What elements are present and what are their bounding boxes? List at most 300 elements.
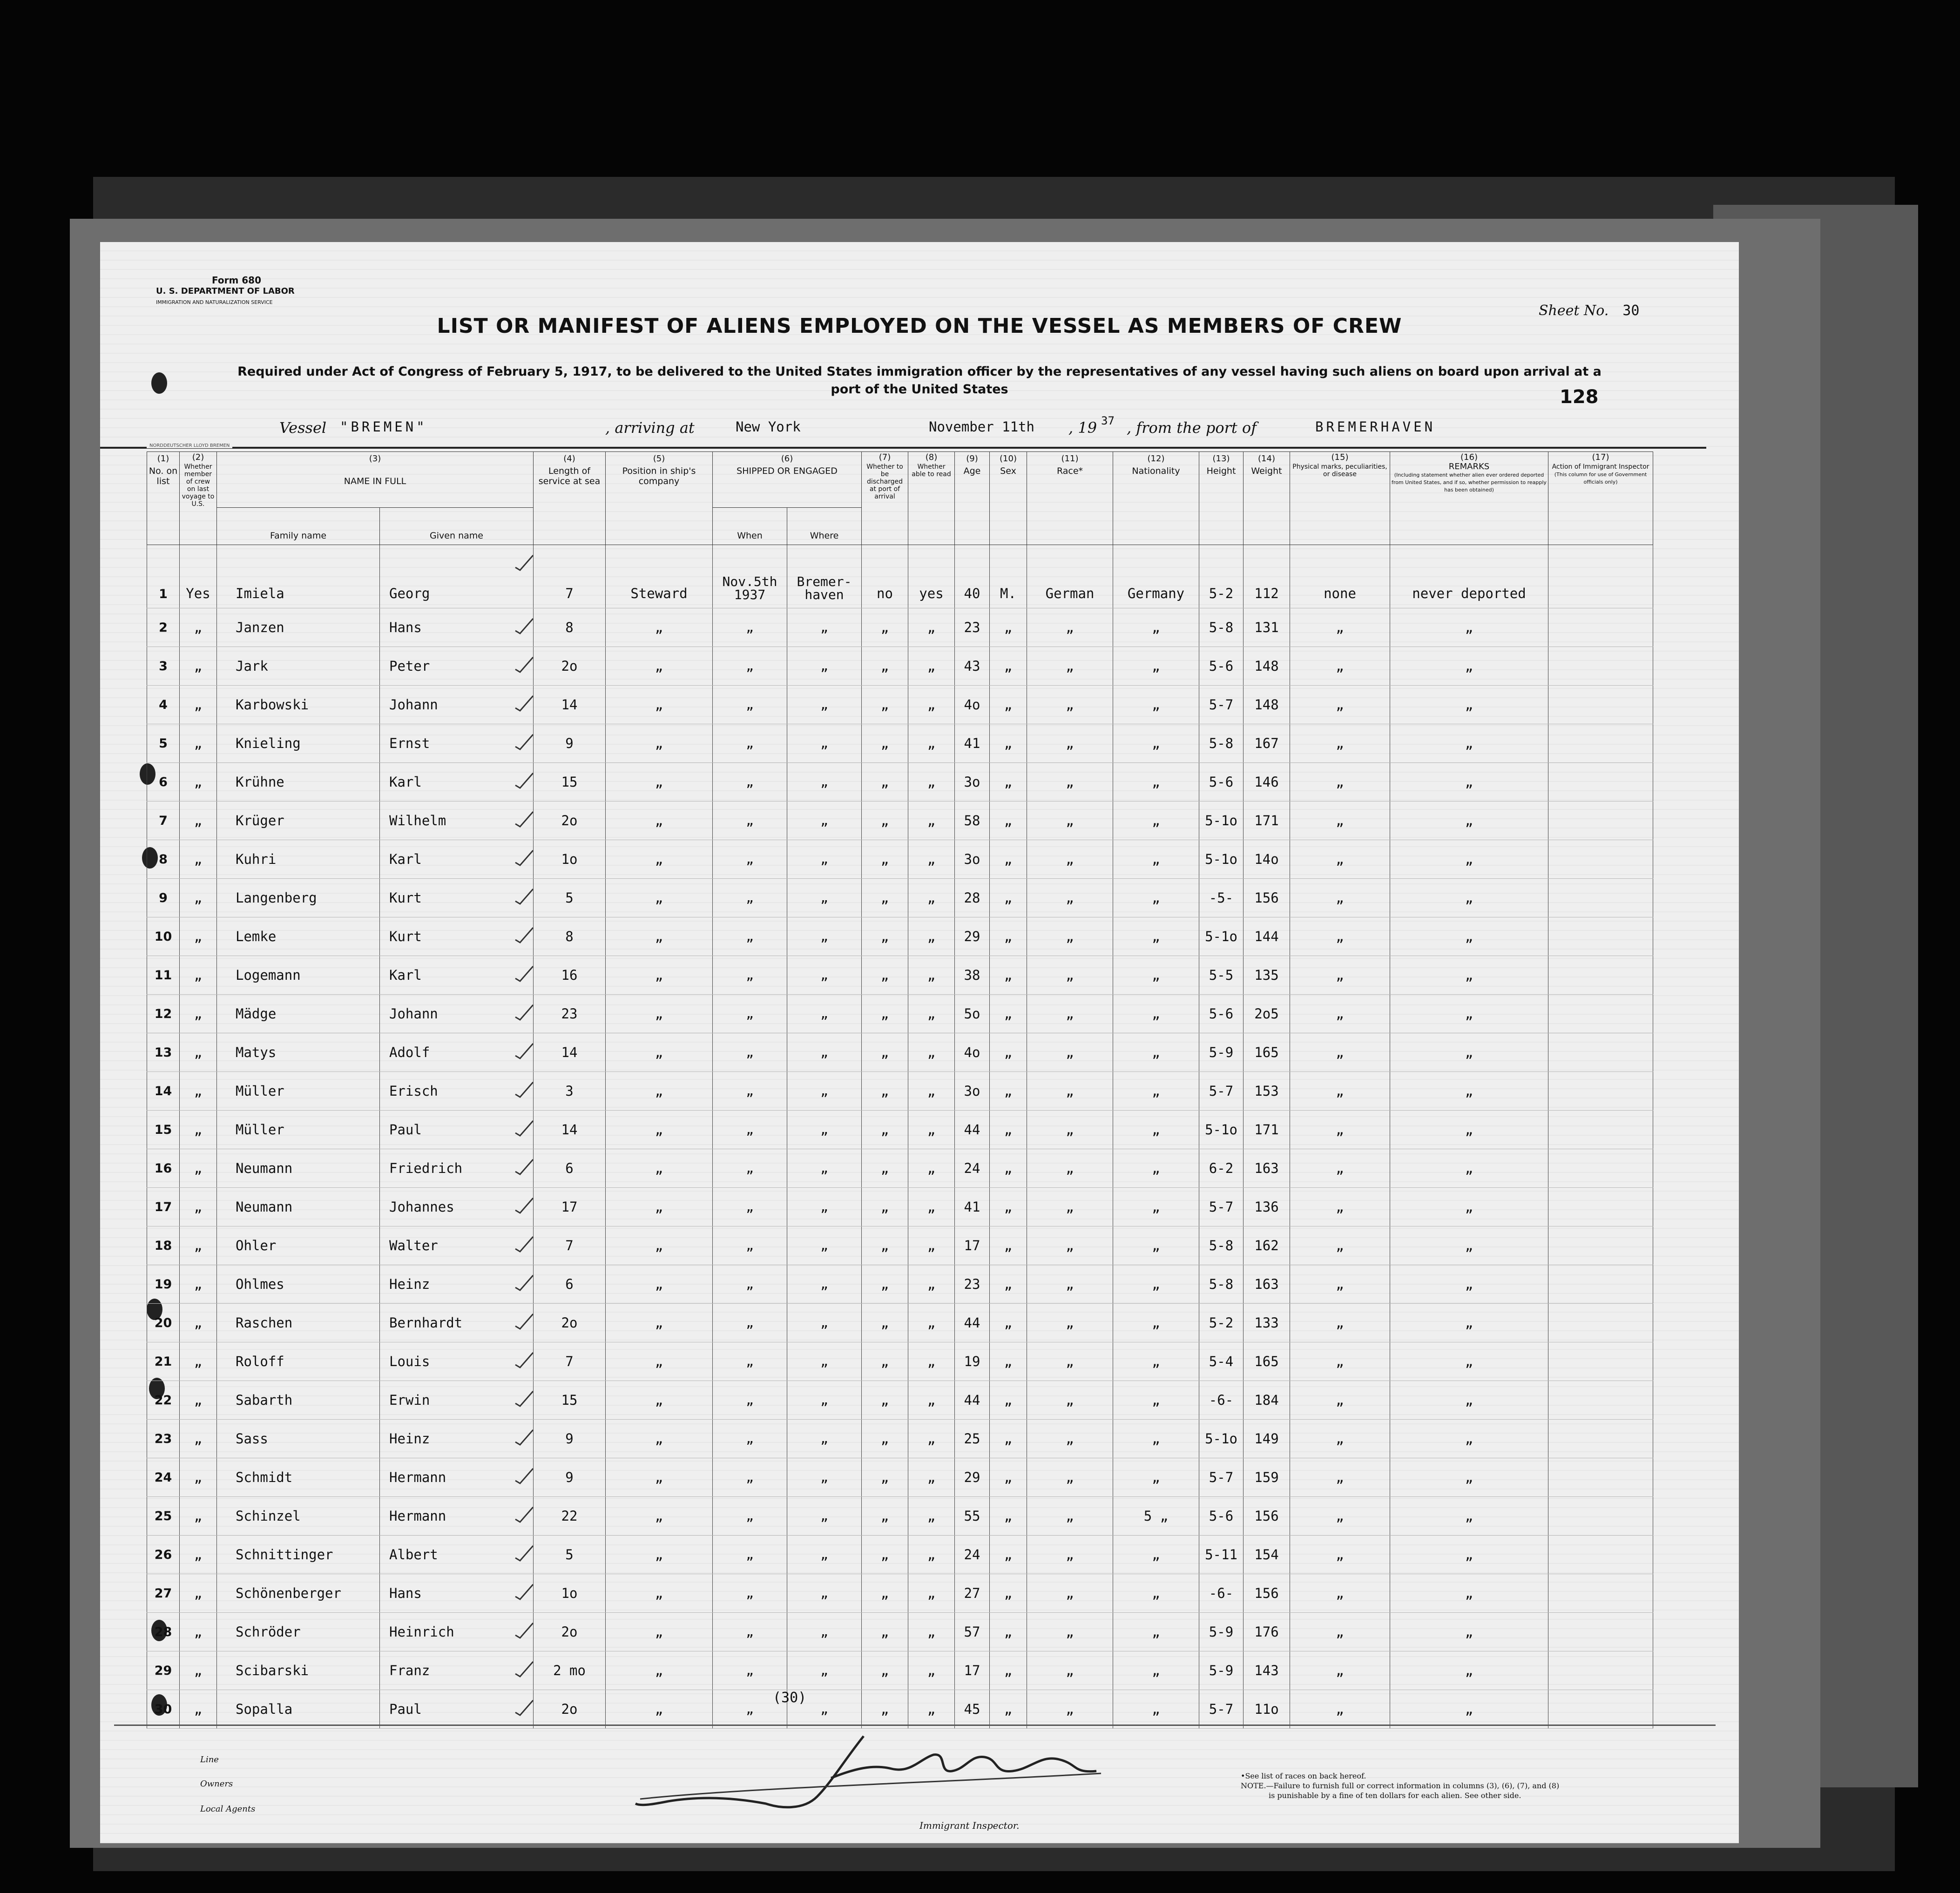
family-name-cell: Imiela	[217, 545, 380, 608]
able-to-read-cell: „	[908, 608, 955, 647]
height-cell: 5-2	[1199, 1304, 1244, 1342]
sex-cell: „	[990, 1574, 1027, 1613]
race-cell: „	[1027, 1497, 1113, 1536]
service-length-cell: 9	[534, 1458, 606, 1497]
table-row	[147, 840, 1653, 879]
nationality-cell: „	[1113, 1188, 1199, 1226]
age-cell: 28	[955, 879, 990, 917]
family-name-cell: Roloff	[217, 1342, 380, 1381]
nationality-cell: „	[1113, 1690, 1199, 1729]
remarks-cell: „	[1390, 956, 1548, 995]
inspector-action-cell	[1548, 802, 1653, 840]
discharged-cell: „	[862, 1381, 908, 1420]
sex-cell: „	[990, 1188, 1027, 1226]
race-cell: „	[1027, 1111, 1113, 1149]
check-mark-icon	[514, 694, 534, 713]
age-cell: 38	[955, 956, 990, 995]
remarks-cell: „	[1390, 1420, 1548, 1458]
nationality-cell: Germany	[1113, 545, 1199, 608]
shipped-where-cell: „	[787, 1265, 862, 1304]
shipped-when-cell: „	[713, 647, 787, 686]
service-length-cell: 2 mo	[534, 1651, 606, 1690]
physical-marks-cell: „	[1290, 879, 1390, 917]
physical-marks-cell: „	[1290, 1536, 1390, 1574]
height-cell: 5-1o	[1199, 840, 1244, 879]
race-cell: German	[1027, 545, 1113, 608]
shipped-where-cell: „	[787, 1497, 862, 1536]
discharged-cell: „	[862, 1342, 908, 1381]
table-row	[147, 1188, 1653, 1226]
discharged-cell: no	[862, 545, 908, 608]
table-row	[147, 1265, 1653, 1304]
check-mark-icon	[514, 655, 534, 674]
row-number-cell: 16	[147, 1149, 180, 1188]
given-name-cell: Karl	[380, 763, 534, 802]
sheet-number-value: 30	[1622, 303, 1640, 319]
family-name-cell: Knieling	[217, 724, 380, 763]
given-name-cell: Hermann	[380, 1458, 534, 1497]
remarks-cell: „	[1390, 1111, 1548, 1149]
check-mark-icon	[514, 553, 534, 572]
check-mark-icon	[514, 926, 534, 944]
sex-cell: „	[990, 608, 1027, 647]
shipped-where-cell: Bremer-haven	[787, 545, 862, 608]
remarks-cell: „	[1390, 1574, 1548, 1613]
height-cell: 5-6	[1199, 1497, 1244, 1536]
discharged-cell: „	[862, 879, 908, 917]
sheet-number-label: Sheet No.	[1539, 303, 1609, 319]
row-number-cell: 26	[147, 1536, 180, 1574]
remarks-cell: „	[1390, 1226, 1548, 1265]
physical-marks-cell: „	[1290, 917, 1390, 956]
nationality-cell: „	[1113, 1265, 1199, 1304]
shipped-when-cell: „	[713, 1574, 787, 1613]
inspector-action-cell	[1548, 1381, 1653, 1420]
age-cell: 25	[955, 1420, 990, 1458]
given-name-cell: Erwin	[380, 1381, 534, 1420]
nationality-cell: „	[1113, 1458, 1199, 1497]
given-name-cell: Johann	[380, 995, 534, 1033]
shipped-where-cell: „	[787, 1149, 862, 1188]
nationality-cell: „	[1113, 802, 1199, 840]
able-to-read-cell: „	[908, 686, 955, 724]
race-cell: „	[1027, 1072, 1113, 1111]
race-cell: „	[1027, 686, 1113, 724]
shipped-when-cell: „	[713, 1536, 787, 1574]
check-mark-icon	[514, 1544, 534, 1563]
nationality-cell: „	[1113, 1111, 1199, 1149]
shipped-when-cell: „	[713, 1458, 787, 1497]
inspector-signature	[612, 1727, 1217, 1815]
height-cell: 5-6	[1199, 763, 1244, 802]
height-cell: -6-	[1199, 1574, 1244, 1613]
inspector-action-cell	[1548, 1072, 1653, 1111]
remarks-cell: „	[1390, 1381, 1548, 1420]
family-name-cell: Jark	[217, 647, 380, 686]
service-length-cell: 3	[534, 1072, 606, 1111]
family-name-cell: Lemke	[217, 917, 380, 956]
inspector-action-cell	[1548, 879, 1653, 917]
age-cell: 44	[955, 1381, 990, 1420]
service-length-cell: 5	[534, 879, 606, 917]
given-name-cell: Heinrich	[380, 1613, 534, 1651]
service-length-cell: 2o	[534, 1613, 606, 1651]
able-to-read-cell: „	[908, 1188, 955, 1226]
remarks-cell: „	[1390, 840, 1548, 879]
check-mark-icon	[514, 1698, 534, 1717]
shipped-where-cell: „	[787, 1111, 862, 1149]
race-cell: „	[1027, 1651, 1113, 1690]
previous-voyage-cell: „	[180, 1651, 217, 1690]
table-row	[147, 879, 1653, 917]
able-to-read-cell: „	[908, 1690, 955, 1729]
family-name-cell: Neumann	[217, 1149, 380, 1188]
discharged-cell: „	[862, 686, 908, 724]
given-name-cell: Walter	[380, 1226, 534, 1265]
race-cell: „	[1027, 724, 1113, 763]
able-to-read-cell: „	[908, 1265, 955, 1304]
sex-cell: „	[990, 956, 1027, 995]
service-length-cell: 6	[534, 1149, 606, 1188]
footer-rule	[114, 1725, 1716, 1726]
table-row	[147, 1651, 1653, 1690]
col-header-nationality: (12) Nationality	[1113, 452, 1199, 545]
previous-voyage-cell: „	[180, 724, 217, 763]
previous-voyage-cell: „	[180, 840, 217, 879]
weight-cell: 148	[1244, 686, 1290, 724]
nationality-cell: „	[1113, 840, 1199, 879]
nationality-cell: „	[1113, 1033, 1199, 1072]
service-name: IMMIGRATION AND NATURALIZATION SERVICE	[156, 299, 273, 305]
family-name-cell: Krüger	[217, 802, 380, 840]
remarks-cell: „	[1390, 1304, 1548, 1342]
check-mark-icon	[514, 1196, 534, 1215]
departure-port: BREMERHAVEN	[1315, 419, 1436, 435]
height-cell: 5-7	[1199, 1188, 1244, 1226]
table-row	[147, 647, 1653, 686]
previous-voyage-cell: „	[180, 1188, 217, 1226]
col-header-inspector-action: (17) Action of Immigrant Inspector (This column for use of Government officials only)	[1548, 452, 1653, 545]
shipped-when-cell: „	[713, 1072, 787, 1111]
service-length-cell: 7	[534, 1342, 606, 1381]
vessel-name: "BREMEN"	[340, 419, 427, 435]
shipped-where-cell: „	[787, 956, 862, 995]
able-to-read-cell: „	[908, 1458, 955, 1497]
height-cell: 5-5	[1199, 956, 1244, 995]
inspector-action-cell	[1548, 1613, 1653, 1651]
col-header-remarks: (16) REMARKS (Including statement whether alien ever ordered deported from United States, and if so, whether permission to reapply has been obtained)	[1390, 452, 1548, 545]
weight-cell: 149	[1244, 1420, 1290, 1458]
shipped-when-cell: „	[713, 879, 787, 917]
shipped-when-cell: „	[713, 763, 787, 802]
inspector-action-cell	[1548, 1265, 1653, 1304]
service-length-cell: 17	[534, 1188, 606, 1226]
given-name-cell: Karl	[380, 956, 534, 995]
physical-marks-cell: „	[1290, 1381, 1390, 1420]
sex-cell: „	[990, 647, 1027, 686]
sex-cell: „	[990, 1690, 1027, 1729]
sex-cell: „	[990, 917, 1027, 956]
inspector-action-cell	[1548, 763, 1653, 802]
given-name-cell: Johann	[380, 686, 534, 724]
inspector-action-cell	[1548, 1111, 1653, 1149]
family-name-cell: Sopalla	[217, 1690, 380, 1729]
inspector-action-cell	[1548, 647, 1653, 686]
inspector-label: Immigrant Inspector.	[919, 1820, 1020, 1831]
check-mark-icon	[514, 964, 534, 983]
physical-marks-cell: „	[1290, 1342, 1390, 1381]
inspector-action-cell	[1548, 840, 1653, 879]
inspector-action-cell	[1548, 686, 1653, 724]
physical-marks-cell: „	[1290, 1651, 1390, 1690]
weight-cell: 162	[1244, 1226, 1290, 1265]
family-name-cell: Karbowski	[217, 686, 380, 724]
able-to-read-cell: „	[908, 917, 955, 956]
header-rule	[100, 447, 1706, 449]
age-cell: 19	[955, 1342, 990, 1381]
able-to-read-cell: „	[908, 1651, 955, 1690]
check-mark-icon	[514, 1467, 534, 1485]
row-number-cell: 21	[147, 1342, 180, 1381]
able-to-read-cell: „	[908, 1342, 955, 1381]
check-mark-icon	[514, 733, 534, 751]
row-number-cell: 3	[147, 647, 180, 686]
row-number-cell: 2	[147, 608, 180, 647]
row-number-cell: 4	[147, 686, 180, 724]
row-number-cell: 30	[147, 1690, 180, 1729]
race-cell: „	[1027, 1033, 1113, 1072]
family-name-cell: Raschen	[217, 1304, 380, 1342]
race-cell: „	[1027, 1381, 1113, 1420]
remarks-cell: „	[1390, 1033, 1548, 1072]
weight-cell: 159	[1244, 1458, 1290, 1497]
given-name-cell: Ernst	[380, 724, 534, 763]
previous-voyage-cell: „	[180, 1304, 217, 1342]
height-cell: 6-2	[1199, 1149, 1244, 1188]
race-cell: „	[1027, 917, 1113, 956]
position-cell: „	[606, 1072, 713, 1111]
height-cell: 5-7	[1199, 686, 1244, 724]
subtitle-line-2: port of the United States	[831, 382, 1008, 397]
remarks-cell: „	[1390, 879, 1548, 917]
service-length-cell: 15	[534, 1381, 606, 1420]
weight-cell: 171	[1244, 802, 1290, 840]
discharged-cell: „	[862, 995, 908, 1033]
check-mark-icon	[514, 1505, 534, 1524]
able-to-read-cell: „	[908, 1149, 955, 1188]
age-cell: 23	[955, 608, 990, 647]
table-row	[147, 1304, 1653, 1342]
remarks-cell: „	[1390, 1188, 1548, 1226]
previous-voyage-cell: „	[180, 647, 217, 686]
race-cell: „	[1027, 1420, 1113, 1458]
check-mark-icon	[514, 1428, 534, 1447]
previous-voyage-cell: „	[180, 1536, 217, 1574]
age-cell: 4o	[955, 1033, 990, 1072]
sex-cell: „	[990, 686, 1027, 724]
discharged-cell: „	[862, 1188, 908, 1226]
col-header-family-name: Family name	[217, 508, 380, 545]
previous-voyage-cell: „	[180, 1033, 217, 1072]
inspector-action-cell	[1548, 1188, 1653, 1226]
sex-cell: „	[990, 1111, 1027, 1149]
discharged-cell: „	[862, 1111, 908, 1149]
given-name-cell: Erisch	[380, 1072, 534, 1111]
height-cell: 5-9	[1199, 1651, 1244, 1690]
discharged-cell: „	[862, 724, 908, 763]
sex-cell: „	[990, 1497, 1027, 1536]
inspector-action-cell	[1548, 917, 1653, 956]
previous-voyage-cell: „	[180, 1497, 217, 1536]
row-number-cell: 12	[147, 995, 180, 1033]
service-length-cell: 1o	[534, 840, 606, 879]
height-cell: 5-1o	[1199, 917, 1244, 956]
height-cell: 5-1o	[1199, 802, 1244, 840]
inspector-action-cell	[1548, 608, 1653, 647]
position-cell: „	[606, 1265, 713, 1304]
col-header-race: (11) Race*	[1027, 452, 1113, 545]
physical-marks-cell: „	[1290, 1613, 1390, 1651]
position-cell: „	[606, 1188, 713, 1226]
previous-voyage-cell: „	[180, 1149, 217, 1188]
discharged-cell: „	[862, 647, 908, 686]
age-cell: 43	[955, 647, 990, 686]
discharged-cell: „	[862, 1226, 908, 1265]
shipped-where-cell: „	[787, 1188, 862, 1226]
punch-hole	[151, 372, 167, 394]
remarks-cell: „	[1390, 608, 1548, 647]
inspector-action-cell	[1548, 724, 1653, 763]
previous-voyage-cell: „	[180, 1574, 217, 1613]
nationality-cell: „	[1113, 917, 1199, 956]
race-cell: „	[1027, 879, 1113, 917]
given-name-cell: Heinz	[380, 1265, 534, 1304]
shipped-where-cell: „	[787, 1072, 862, 1111]
row-number-cell: 13	[147, 1033, 180, 1072]
table-row	[147, 1420, 1653, 1458]
given-name-cell: Peter	[380, 647, 534, 686]
discharged-cell: „	[862, 1072, 908, 1111]
row-number-cell: 6	[147, 763, 180, 802]
check-mark-icon	[514, 1080, 534, 1099]
table-row	[147, 1033, 1653, 1072]
age-cell: 40	[955, 545, 990, 608]
remarks-cell: „	[1390, 1690, 1548, 1729]
discharged-cell: „	[862, 1304, 908, 1342]
shipped-when-cell: „	[713, 1420, 787, 1458]
sex-cell: „	[990, 1536, 1027, 1574]
weight-cell: 154	[1244, 1536, 1290, 1574]
service-length-cell: 6	[534, 1265, 606, 1304]
shipped-when-cell: „	[713, 1188, 787, 1226]
sex-cell: „	[990, 1381, 1027, 1420]
physical-marks-cell: „	[1290, 647, 1390, 686]
page-subtitle	[221, 363, 1618, 398]
shipped-when-cell: Nov.5th 1937	[713, 545, 787, 608]
arrival-date: November 11th	[929, 419, 1034, 435]
col-header-service-length: (4) Length of service at sea	[534, 452, 606, 545]
service-length-cell: 2o	[534, 1304, 606, 1342]
crew-rows	[147, 545, 1653, 1729]
subtitle-line-1: Required under Act of Congress of February 5, 1917, to be delivered to the United States immigration officer by the representatives of any vessel having such aliens on board upon arrival at a	[237, 364, 1602, 379]
nationality-cell: „	[1113, 1651, 1199, 1690]
table-row	[147, 1342, 1653, 1381]
remarks-cell: „	[1390, 995, 1548, 1033]
physical-marks-cell: „	[1290, 1574, 1390, 1613]
height-cell: 5-9	[1199, 1613, 1244, 1651]
able-to-read-cell: „	[908, 802, 955, 840]
inspector-action-cell	[1548, 1497, 1653, 1536]
physical-marks-cell: „	[1290, 1033, 1390, 1072]
height-cell: 5-6	[1199, 995, 1244, 1033]
manifest-sheet	[100, 242, 1739, 1843]
shipped-where-cell: „	[787, 1304, 862, 1342]
shipped-where-cell: „	[787, 647, 862, 686]
remarks-cell: „	[1390, 1265, 1548, 1304]
year-prefix: , 19	[1068, 419, 1097, 437]
check-mark-icon	[514, 771, 534, 790]
able-to-read-cell: „	[908, 995, 955, 1033]
shipped-when-cell: „	[713, 1149, 787, 1188]
remarks-cell: „	[1390, 1536, 1548, 1574]
discharged-cell: „	[862, 917, 908, 956]
given-name-cell: Franz	[380, 1651, 534, 1690]
weight-cell: 165	[1244, 1342, 1290, 1381]
previous-voyage-cell: „	[180, 608, 217, 647]
check-mark-icon	[514, 887, 534, 906]
able-to-read-cell: „	[908, 1033, 955, 1072]
given-name-cell: Kurt	[380, 879, 534, 917]
nationality-cell: „	[1113, 608, 1199, 647]
age-cell: 17	[955, 1651, 990, 1690]
height-cell: 5-1o	[1199, 1420, 1244, 1458]
position-cell: „	[606, 1574, 713, 1613]
remarks-cell: „	[1390, 1651, 1548, 1690]
remarks-cell: „	[1390, 1458, 1548, 1497]
col-header-discharged: (7) Whether to be discharged at port of arrival	[862, 452, 908, 545]
discharged-cell: „	[862, 1149, 908, 1188]
able-to-read-cell: „	[908, 840, 955, 879]
discharged-cell: „	[862, 802, 908, 840]
height-cell: 5-7	[1199, 1458, 1244, 1497]
inspector-action-cell	[1548, 1458, 1653, 1497]
position-cell: „	[606, 995, 713, 1033]
weight-cell: 176	[1244, 1613, 1290, 1651]
previous-voyage-cell: „	[180, 879, 217, 917]
age-cell: 23	[955, 1265, 990, 1304]
service-length-cell: 5	[534, 1536, 606, 1574]
position-cell: „	[606, 802, 713, 840]
shipped-where-cell: „	[787, 1226, 862, 1265]
check-mark-icon	[514, 810, 534, 829]
service-length-cell: 14	[534, 686, 606, 724]
discharged-cell: „	[862, 956, 908, 995]
position-cell: „	[606, 724, 713, 763]
shipped-when-cell: „	[713, 956, 787, 995]
given-name-cell: Bernhardt	[380, 1304, 534, 1342]
page-title: LIST OR MANIFEST OF ALIENS EMPLOYED ON THE VESSEL AS MEMBERS OF CREW	[437, 314, 1402, 338]
row-number-cell: 28	[147, 1613, 180, 1651]
nationality-cell: „	[1113, 1420, 1199, 1458]
sex-cell: „	[990, 1149, 1027, 1188]
sex-cell: „	[990, 995, 1027, 1033]
able-to-read-cell: „	[908, 1574, 955, 1613]
nationality-cell: „	[1113, 995, 1199, 1033]
given-name-cell: Louis	[380, 1342, 534, 1381]
able-to-read-cell: „	[908, 1613, 955, 1651]
col-header-no: (1) No. on list	[147, 452, 180, 545]
nationality-cell: „	[1113, 1574, 1199, 1613]
